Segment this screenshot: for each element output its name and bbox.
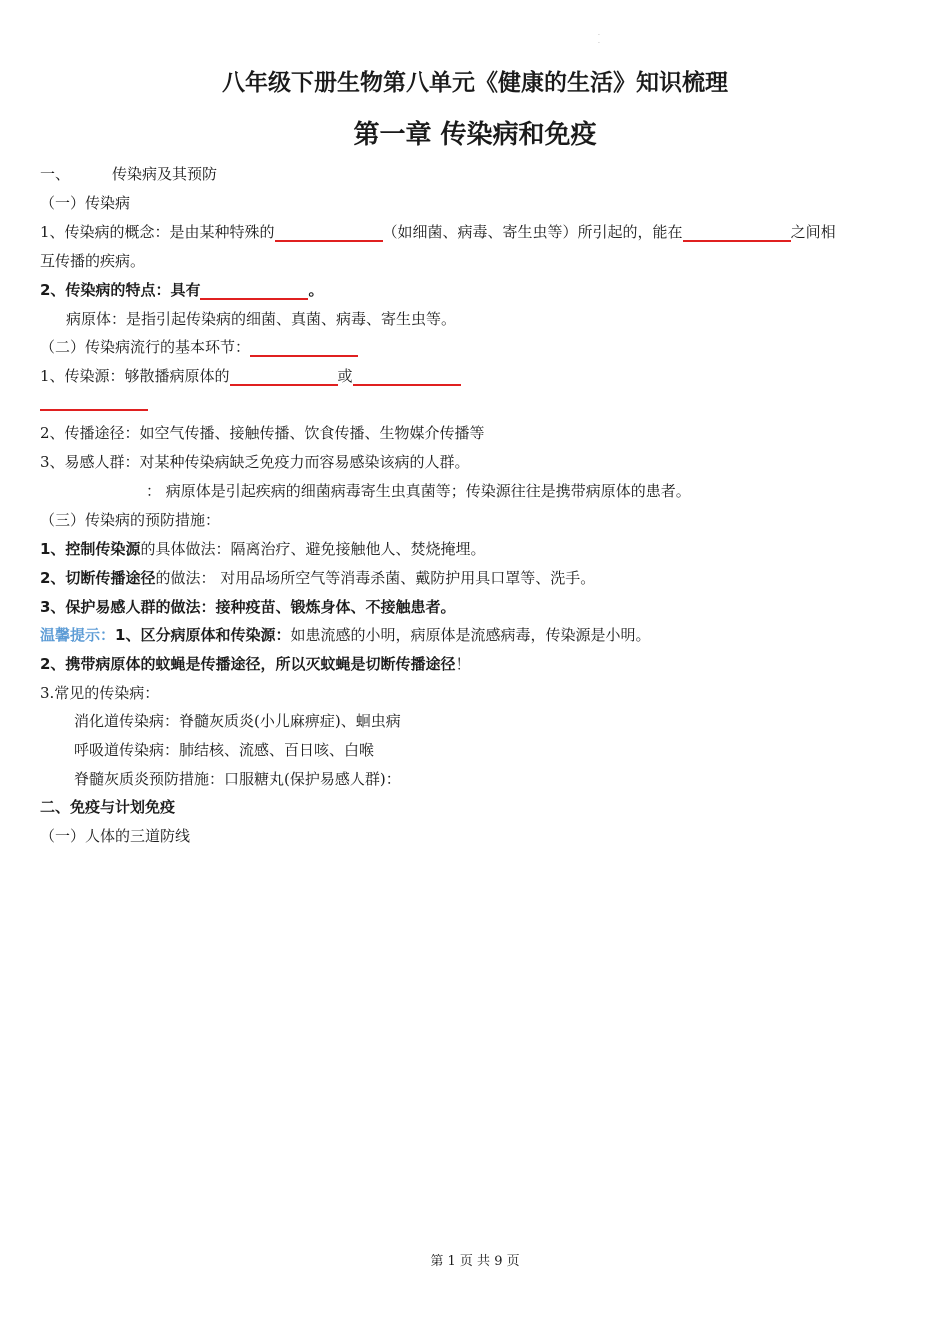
tip-2-end: ！ [455, 655, 471, 673]
fill-blank[interactable] [250, 339, 358, 357]
tip-heading: 1、区分病原体和传染源： [115, 626, 291, 644]
corner-marks [598, 30, 600, 46]
feature-line [40, 280, 323, 300]
page-footer: 第 1 页 共 9 页 [430, 1254, 520, 1269]
source-text-a: 1、传染源：够散播病原体的 [40, 367, 230, 385]
measure-1-label: 1、控制传染源 [40, 540, 141, 558]
concept-line [40, 222, 836, 242]
concept-text-c: 之间相 [790, 223, 836, 241]
concept-text-a: 1、传染病的概念：是由某种特殊的 [40, 223, 275, 241]
document-title: 八年级下册生物第八单元《健康的生活》知识梳理 [222, 70, 728, 96]
measure-2-text: 的做法： 对用品场所空气等消毒杀菌、戴防护用具口罩等、洗手。 [155, 569, 596, 587]
feature-text-a: 2、传染病的特点：具有 [40, 281, 201, 299]
measure-1-text: 的具体做法：隔离治疗、避免接触他人、焚烧掩埋。 [140, 540, 486, 558]
susceptible-line: 3、易感人群：对某种传染病缺乏免疫力而容易感染该病的人群。 [40, 453, 470, 471]
section-1-number: 一、 [40, 165, 71, 183]
tip-line-2 [40, 654, 470, 674]
common-diseases-heading: 3.常见的传染病： [40, 684, 160, 702]
tip-line [40, 625, 650, 645]
mark-2: . [598, 38, 600, 45]
tip-label: 温馨提示： [40, 626, 116, 644]
measure-3: 3、保护易感人群的做法：接种疫苗、锻炼身体、不接触患者。 [40, 598, 456, 616]
feature-text-b: 。 [308, 281, 324, 299]
section-2-heading: 二、免疫与计划免疫 [40, 798, 176, 816]
subsection-1b-text: （二）传染病流行的基本环节： [40, 338, 251, 356]
subsection-2a: （一）人体的三道防线 [40, 827, 191, 845]
pathogen-line: 病原体：是指引起传染病的细菌、真菌、病毒、寄生虫等。 [66, 310, 457, 328]
tip-text: 如患流感的小明，病原体是流感病毒，传染源是小明。 [290, 626, 651, 644]
measure-2 [40, 568, 595, 588]
subsection-1c: （三）传染病的预防措施： [40, 511, 221, 529]
respiratory-diseases: 呼吸道传染病：肺结核、流感、百日咳、白喉 [74, 741, 375, 759]
section-1-heading [40, 164, 217, 184]
measure-1 [40, 539, 485, 559]
section-1-text: 传染病及其预防 [112, 165, 218, 183]
concept-text-b: （如细菌、病毒、寄生虫等）所引起的，能在 [382, 223, 683, 241]
fill-blank[interactable] [230, 368, 338, 386]
concept-line-cont: 互传播的疾病。 [40, 252, 146, 270]
route-line: 2、传播途径：如空气传播、接触传播、饮食传播、生物媒介传播等 [40, 424, 485, 442]
digestive-diseases: 消化道传染病：脊髓灰质炎(小儿麻痹症)、蛔虫病 [74, 712, 401, 730]
fill-blank[interactable] [200, 282, 308, 300]
measure-2-label: 2、切断传播途径 [40, 569, 156, 587]
tip-2-text: 2、携带病原体的蚊蝇是传播途径，所以灭蚊蝇是切断传播途径 [40, 655, 456, 673]
fill-blank[interactable] [353, 368, 461, 386]
chapter-title: 第一章 传染病和免疫 [353, 120, 597, 150]
mark-1: . [598, 30, 600, 37]
note-line: ： 病原体是引起疾病的细菌病毒寄生虫真菌等；传染源往往是携带病原体的患者。 [146, 482, 691, 500]
subsection-1a: （一）传染病 [40, 194, 131, 212]
fill-blank[interactable] [275, 224, 383, 242]
fill-blank[interactable] [683, 224, 791, 242]
polio-prevention: 脊髓灰质炎预防措施：口服糖丸(保护易感人群)： [74, 770, 401, 788]
source-text-b: 或 [337, 367, 353, 385]
source-line [40, 366, 461, 386]
subsection-1b [40, 337, 358, 357]
fill-blank[interactable] [40, 409, 148, 411]
